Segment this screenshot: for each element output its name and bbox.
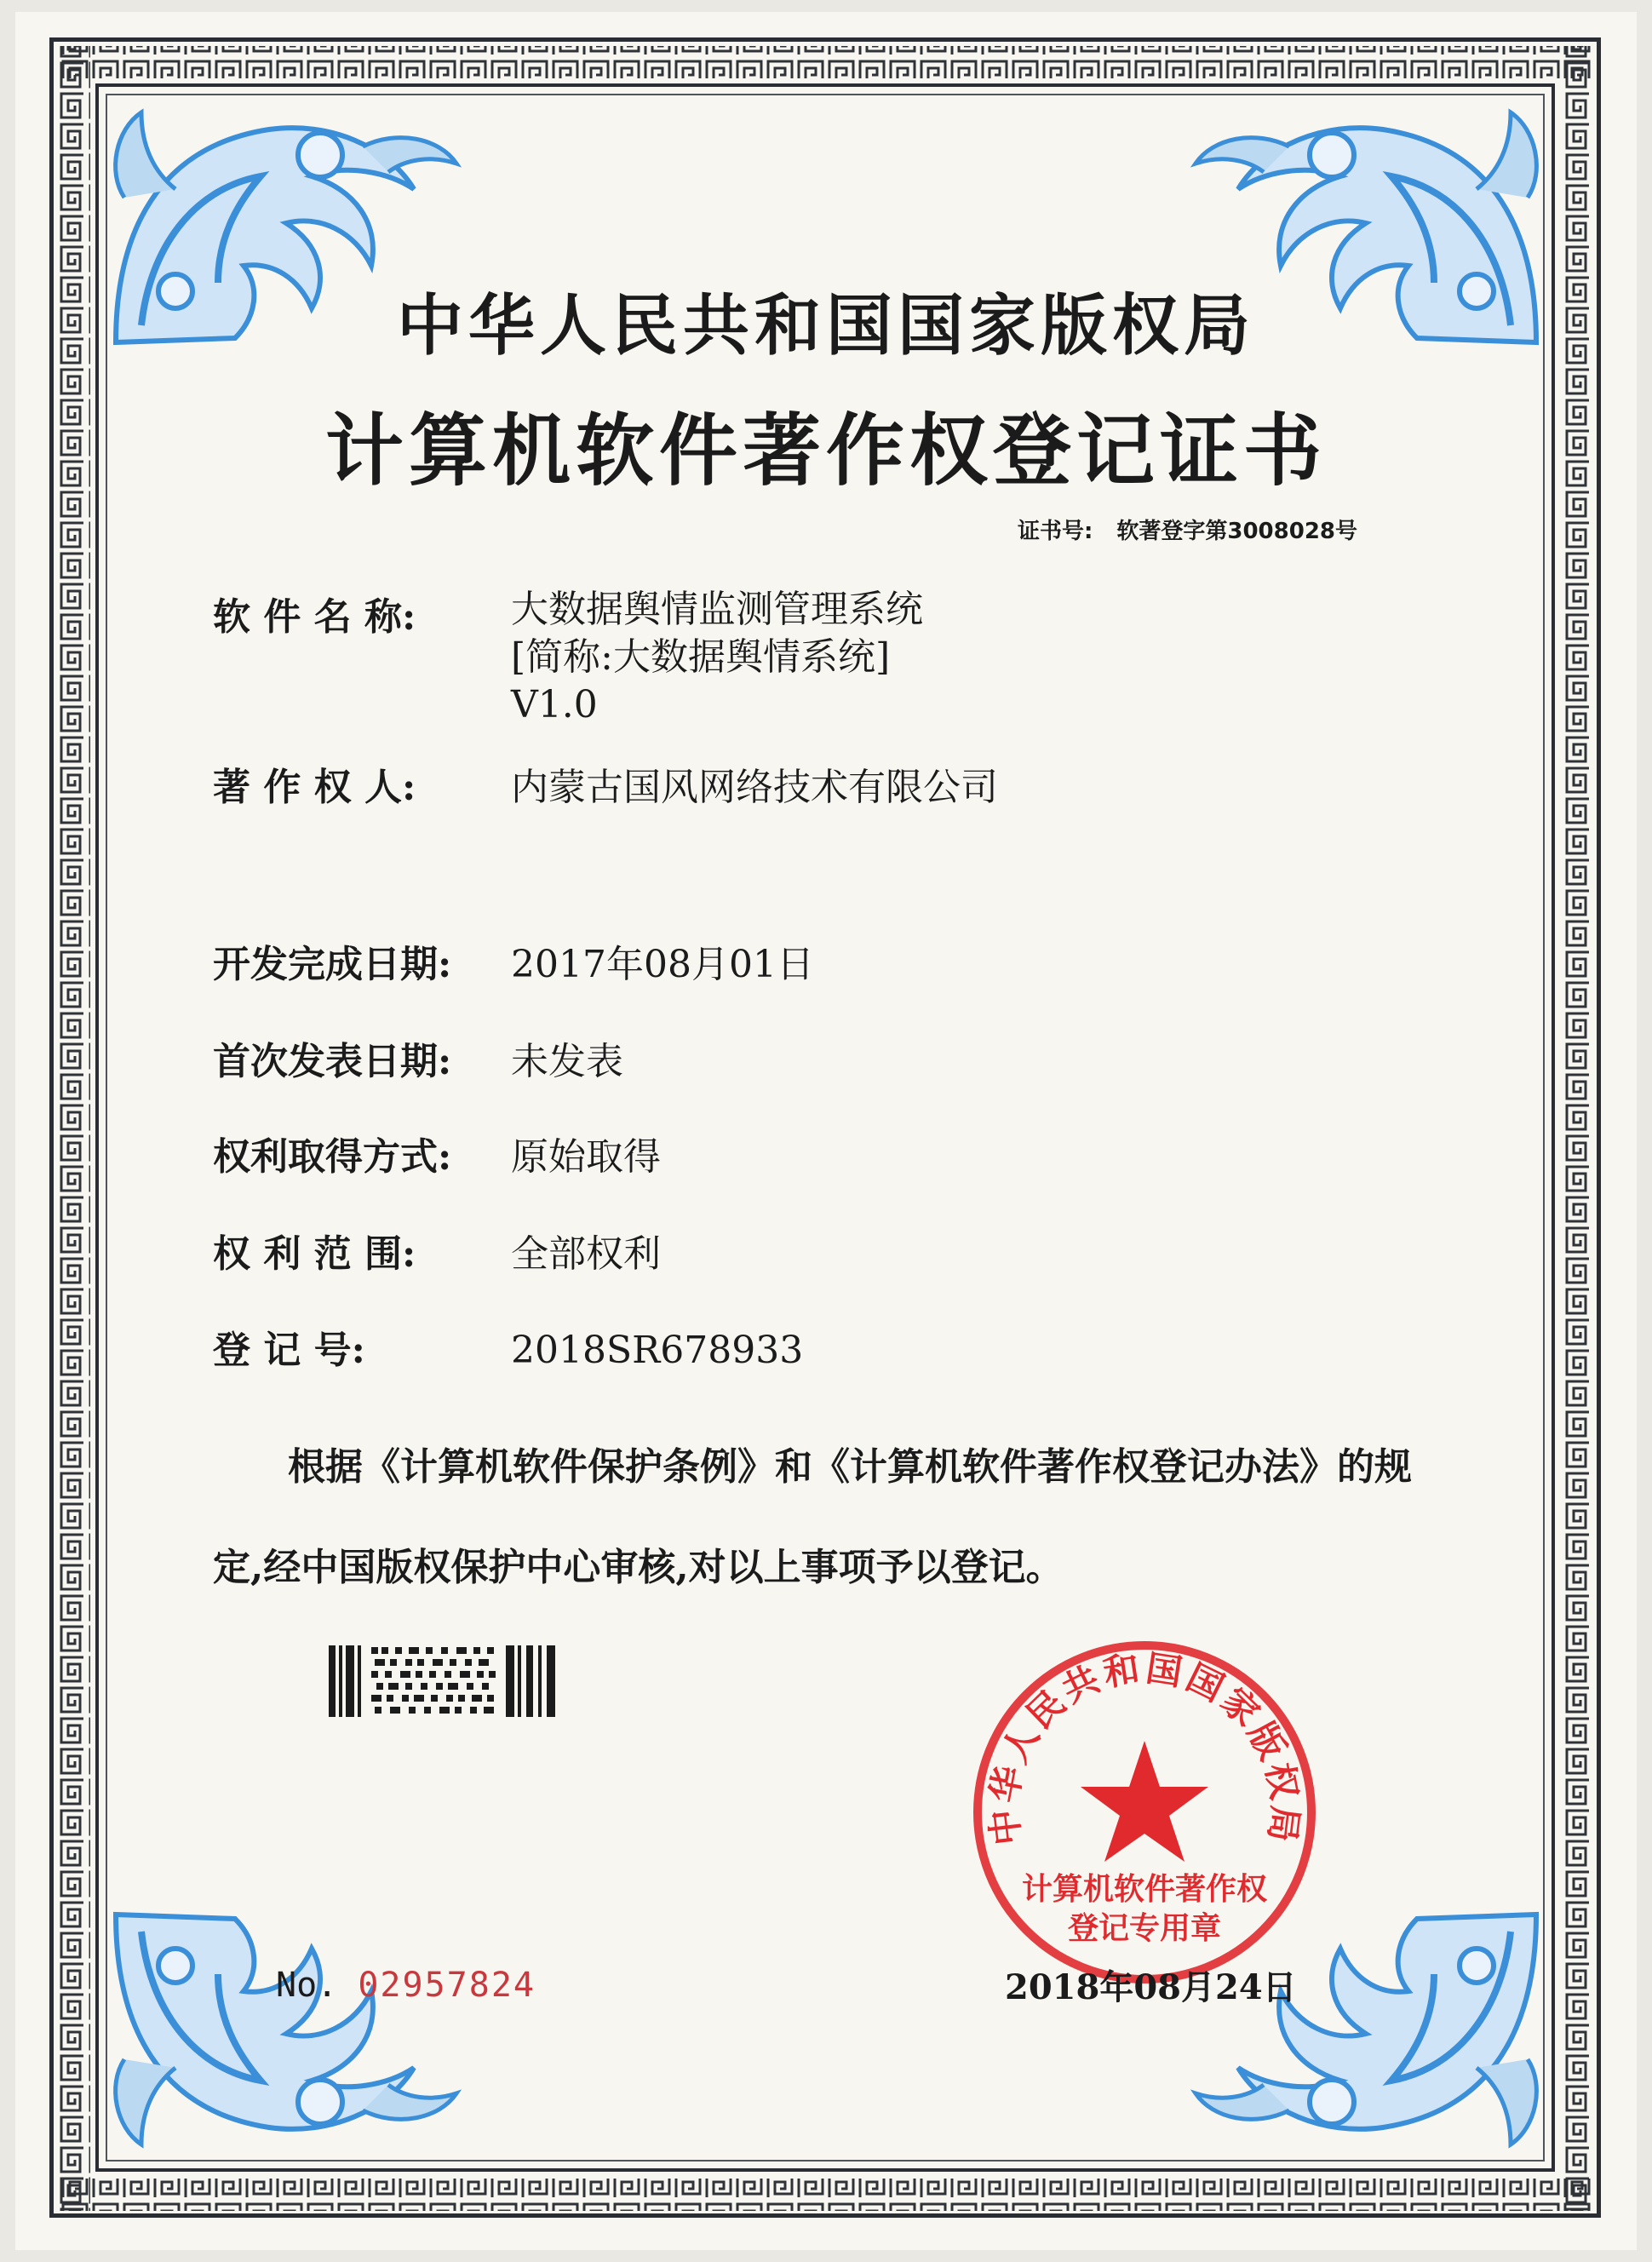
method-value: 原始取得: [511, 1135, 661, 1179]
software-version: V1.0: [511, 683, 598, 726]
software-name-line: 大数据舆情监测管理系统: [511, 588, 923, 631]
reg-no-label: 登 记 号:: [213, 1329, 365, 1372]
dev-date-value: 2017年08月01日: [511, 943, 814, 986]
software-name-value: [511, 586, 923, 729]
official-seal: [964, 1632, 1325, 1993]
issue-date: 2018年08月24日: [1005, 1967, 1297, 2007]
barcode: [329, 1642, 560, 1720]
seal-outer-text: 中华人民共和国国家版权局: [982, 1646, 1307, 1848]
pub-date-label: 首次发表日期:: [213, 1040, 452, 1083]
seal-star-icon: [1081, 1741, 1208, 1862]
serial-prefix: No.: [276, 1966, 338, 2005]
serial-value: 02957824: [358, 1966, 536, 2005]
software-name-label: 软 件 名 称:: [213, 595, 416, 639]
reg-no-value: 2018SR678933: [511, 1329, 804, 1372]
certificate-number-value: 软著登字第3008028号: [1116, 519, 1357, 544]
certificate-number-label: 证书号:: [1017, 519, 1093, 544]
serial-number: [276, 1966, 536, 2005]
certificate-number: [1018, 514, 1381, 545]
statement-paragraph: 根据《计算机软件保护条例》和《计算机软件著作权登记办法》的规定,经中国版权保护中心审核,对以上事项予以登记。: [213, 1445, 1412, 1589]
scope-row: [213, 1223, 661, 1277]
dev-date-row: [213, 933, 814, 988]
owner-row: [213, 756, 998, 811]
issuer-title: 中华人民共和国国家版权局: [396, 287, 1255, 365]
owner-label: 著 作 权 人:: [213, 766, 416, 809]
software-name-row: [213, 586, 511, 640]
scope-label: 权 利 范 围:: [213, 1232, 416, 1276]
seal-inner-line-2: 登记专用章: [1067, 1911, 1222, 1946]
certificate-title: 计算机软件著作权登记证书: [324, 405, 1327, 497]
method-label: 权利取得方式:: [213, 1135, 452, 1179]
software-name-line: [简称:大数据舆情系统]: [511, 635, 891, 679]
seal-inner-line-1: 计算机软件著作权: [1021, 1872, 1268, 1907]
owner-value: 内蒙古国风网络技术有限公司: [511, 766, 998, 809]
method-row: [213, 1126, 661, 1180]
dev-date-label: 开发完成日期:: [213, 943, 452, 986]
pub-date-row: [213, 1031, 623, 1085]
corner-ornament-bottom-left: [107, 1906, 465, 2162]
reg-no-row: [213, 1319, 803, 1374]
scope-value: 全部权利: [511, 1232, 661, 1276]
pub-date-value: 未发表: [511, 1040, 623, 1083]
